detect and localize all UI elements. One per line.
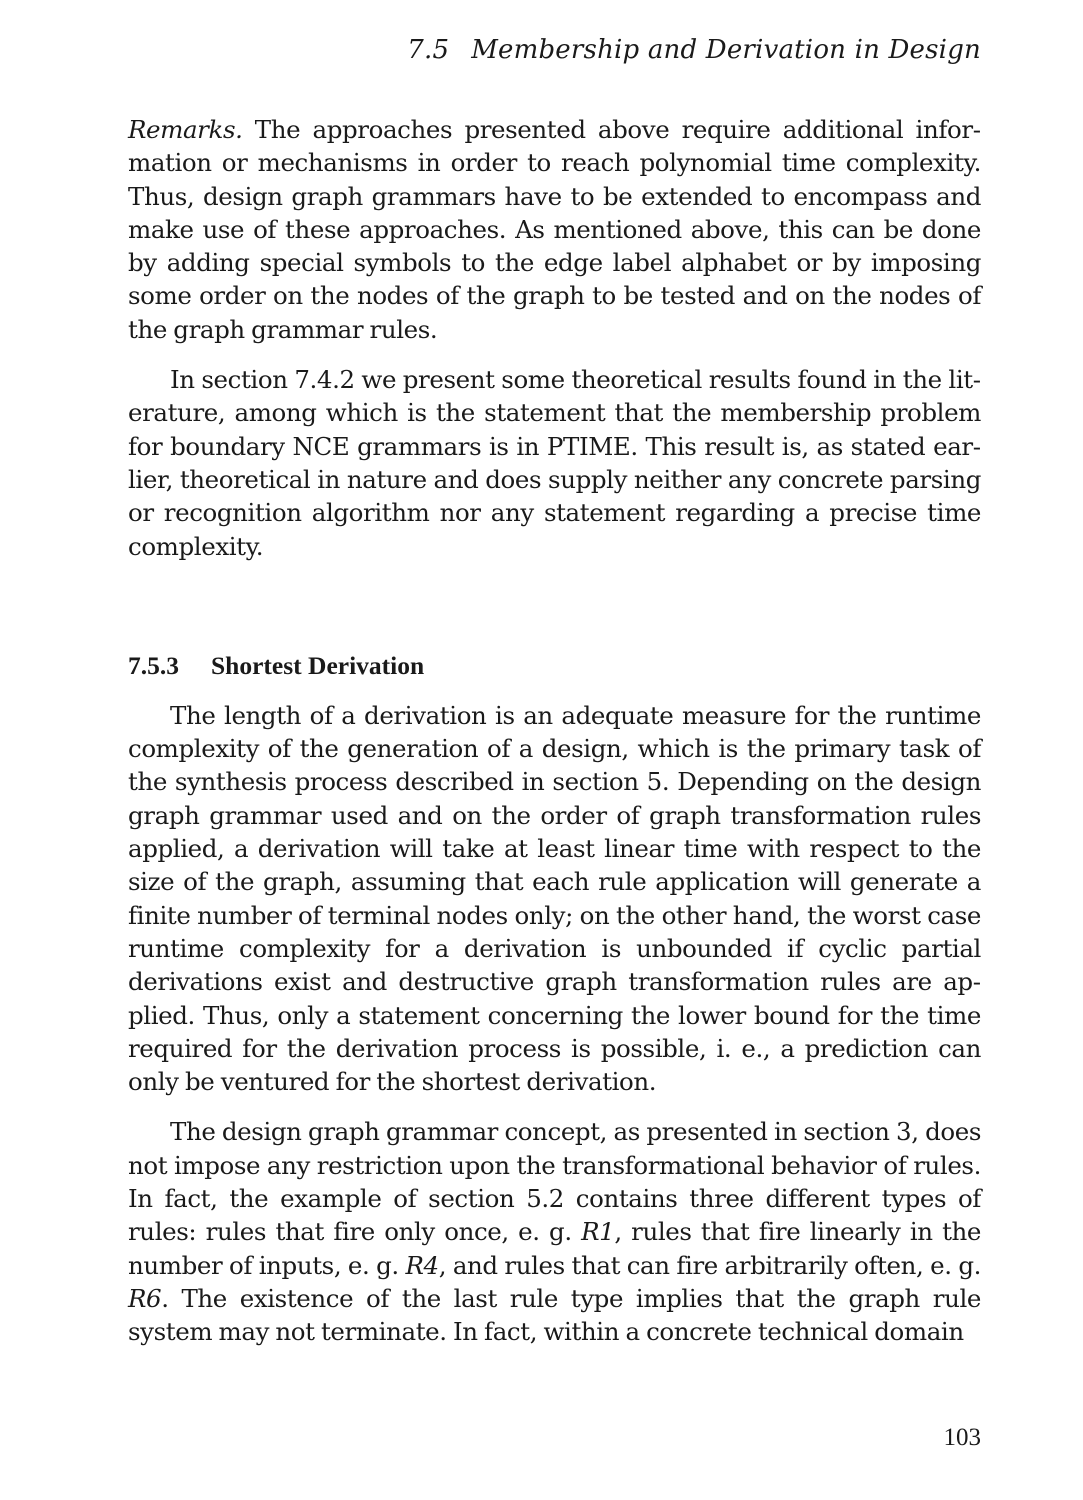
paragraph-text: , and rules that can fire arbitrarily often, e. g. [438, 1250, 982, 1280]
paragraph-text: , does not impose any restriction upon the transformational behavior of rules. In fact, the example of section [128, 1117, 981, 1214]
section-link-3[interactable]: 3 [896, 1117, 912, 1147]
remarks-paragraph [128, 113, 981, 346]
remarks-text: The approaches presented above require additional information or mechanisms in order to reach polynomial time complexity. Thus, design graph grammars have to be extended to encompass and make use of these approaches. As mentioned above, this can be done by adding special symbols to the edge label alphabet or by imposing some order on the nodes of the graph to be tested and on the nodes of the graph grammar rules. [128, 115, 981, 344]
paragraph-text: The design graph grammar concept, as presented in section [170, 1117, 897, 1147]
section-link-5[interactable]: 5 [646, 767, 662, 797]
body-text [128, 113, 981, 1349]
running-head-section-number: 7.5 [407, 35, 450, 65]
theoretical-results-paragraph [128, 363, 981, 563]
paragraph-text: contains three different types of rules: rules that fire only once, e. g. [128, 1184, 981, 1247]
derivation-length-paragraph [128, 699, 981, 1099]
section-link-7-4-2[interactable]: 7.4.2 [294, 365, 355, 395]
paragraph-text: we present some theoretical results found in the literature, among which is the statement that the membership problem for boundary NCE grammars is in PTIME. This result is, as stated earlier, theoretical in nature and does supply neither any concrete parsing or recognition algorithm nor any statement regarding a precise time complexity. [128, 365, 981, 561]
remarks-lead: Remarks. [128, 115, 243, 144]
paragraph-text: . The existence of the last rule type implies that the graph rule system may not terminate. In fact, within a concrete technical domain [128, 1283, 981, 1347]
grammar-concept-paragraph [128, 1115, 981, 1348]
section-link-5-2[interactable]: 5.2 [526, 1184, 564, 1214]
section-heading-title: Shortest Derivation [211, 650, 425, 680]
rule-name-r1: R1 [581, 1217, 615, 1247]
page-number: 103 [943, 1424, 981, 1451]
section-heading [128, 649, 981, 683]
rule-name-r4: R4 [405, 1250, 439, 1280]
rule-name-r6: R6 [128, 1283, 162, 1313]
section-heading-number: 7.5.3 [128, 650, 179, 680]
running-head-title: Membership and Derivation in Design [471, 35, 981, 65]
paragraph-text: In section [170, 365, 295, 395]
paragraph-text: The length of a derivation is an adequate measure for the runtime complexity of the generation of a design, which is the primary task of the synthesis process described in section [128, 700, 981, 797]
running-head [407, 30, 981, 70]
paragraph-text: . Depending on the design graph grammar used and on the order of graph transformation rules applied, a derivation will take at least linear time with respect to the size of the graph, assuming that each rule application will generate a finite number of terminal nodes only; on the other hand, the worst case runtime complexity for a derivation is unbounded if cyclic partial derivations exist and destructive graph transformation rules are applied. Thus, only a statement concerning the lower bound for the time required for the derivation process is possible, i. e., a prediction can only be ventured for the shortest derivation. [128, 767, 981, 1097]
paragraph-text: , rules that fire linearly in the number of inputs, e. g. [128, 1217, 981, 1280]
